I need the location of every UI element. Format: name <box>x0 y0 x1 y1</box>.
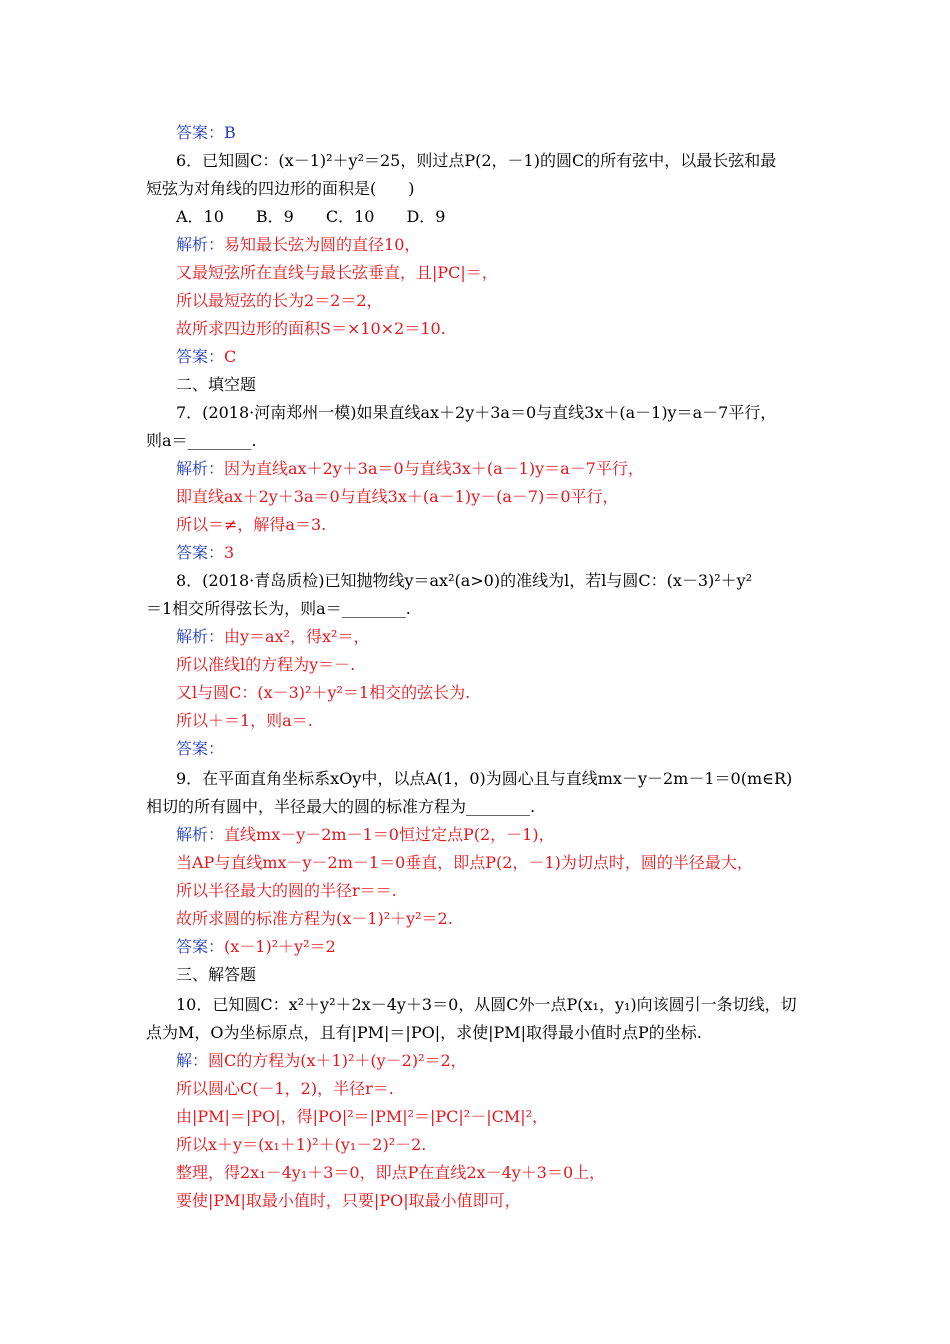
line-content: 易知最长弦为圆的直径10， <box>224 235 421 254</box>
text-line: 即直线ax＋2y＋3a＝0与直线3x＋(a－1)y－(a－7)＝0平行， <box>176 487 619 506</box>
text-line: 又l与圆C：(x－3)²＋y²＝1相交的弦长为. <box>176 683 471 702</box>
text-line: 点为M，O为坐标原点，且有|PM|＝|PO|，求使|PM|取得最小值时点P的坐标. <box>146 1023 702 1042</box>
text-line: 短弦为对角线的四边形的面积是( ) <box>146 179 415 198</box>
line-content: 由y＝ax²，得x²＝， <box>224 627 370 646</box>
text-line: 三、解答题 <box>176 965 257 984</box>
text-line <box>176 626 369 648</box>
text-line: 二、填空题 <box>176 375 257 394</box>
line-content: 因为直线ax＋2y＋3a＝0与直线3x＋(a－1)y＝a－7平行， <box>224 459 644 478</box>
line-content: 3 <box>224 543 235 562</box>
text-line: 所以半径最大的圆的半径r＝＝. <box>176 881 397 900</box>
text-line: 6．已知圆C：(x－1)²＋y²＝25，则过点P(2，－1)的圆C的所有弦中，以最长弦和最 <box>176 151 777 170</box>
line-label: 解： <box>176 1051 209 1070</box>
line-label: 答案： <box>176 543 225 562</box>
text-line: 又最短弦所在直线与最长弦垂直，且|PC|＝， <box>176 263 498 282</box>
line-label: 解析： <box>176 235 225 254</box>
line-label: 解析： <box>176 459 225 478</box>
text-line: 故所求四边形的面积S＝×10×2＝10. <box>176 319 446 338</box>
text-line: 10．已知圆C：x²＋y²＋2x－4y＋3＝0，从圆C外一点P(x₁，y₁)向该圆引一条切线，切 <box>176 995 797 1014</box>
line-content: 圆C的方程为(x＋1)²＋(y－2)²＝2， <box>208 1051 467 1070</box>
text-line: 则a＝________. <box>146 431 257 450</box>
text-line: 答案：B <box>176 123 236 142</box>
text-line: 整理，得2x₁－4y₁＋3＝0，即点P在直线2x－4y＋3＝0上， <box>176 1163 606 1182</box>
text-line: 由|PM|＝|PO|，得|PO|²＝|PM|²＝|PC|²－|CM|²， <box>176 1107 549 1126</box>
text-line: 9．在平面直角坐标系xOy中，以点A(1，0)为圆心且与直线mx－y－2m－1＝0(m∈R) <box>176 769 793 788</box>
text-line <box>176 824 555 846</box>
text-line: A．10 B．9 C．10 D．9 <box>176 207 446 226</box>
text-line: 故所求圆的标准方程为(x－1)²＋y²＝2. <box>176 909 453 928</box>
text-line: ＝1相交所得弦长为，则a＝________. <box>146 599 411 618</box>
line-content: (x－1)²＋y²＝2 <box>224 937 336 956</box>
text-line: 要使|PM|取最小值时，只要|PO|取最小值即可， <box>176 1191 521 1210</box>
text-line: 所以＝≠，解得a＝3. <box>176 515 327 534</box>
text-line: 7．(2018·河南郑州一模)如果直线ax＋2y＋3a＝0与直线3x＋(a－1)y＝a－7平行， <box>176 403 777 422</box>
text-line <box>176 234 420 256</box>
text-line: 8．(2018·青岛质检)已知抛物线y＝ax²(a>0)的准线为l，若l与圆C：(x－3)²＋y² <box>176 571 753 590</box>
text-line <box>176 458 644 480</box>
text-line <box>176 346 236 368</box>
text-line: 相切的所有圆中，半径最大的圆的标准方程为________. <box>146 797 536 816</box>
text-line: 所以最短弦的长为2＝2＝2， <box>176 291 383 310</box>
text-line: 所以x＋y＝(x₁＋1)²＋(y₁－2)²－2. <box>176 1135 427 1154</box>
text-line <box>176 1050 467 1072</box>
line-content: 直线mx－y－2m－1＝0恒过定点P(2，－1)， <box>224 825 555 844</box>
text-line <box>176 542 234 564</box>
text-line: 所以准线l的方程为y＝－. <box>176 655 356 674</box>
text-line: 所以＋＝1，则a＝. <box>176 711 313 730</box>
text-line <box>176 936 336 958</box>
text-line: 答案： <box>176 739 225 758</box>
line-label: 解析： <box>176 825 225 844</box>
line-label: 解析： <box>176 627 225 646</box>
text-line: 当AP与直线mx－y－2m－1＝0垂直，即点P(2，－1)为切点时，圆的半径最大， <box>176 853 753 872</box>
line-content: C <box>224 347 237 366</box>
line-label: 答案： <box>176 347 225 366</box>
text-line: 所以圆心C(－1，2)，半径r＝. <box>176 1079 394 1098</box>
line-label: 答案： <box>176 937 225 956</box>
